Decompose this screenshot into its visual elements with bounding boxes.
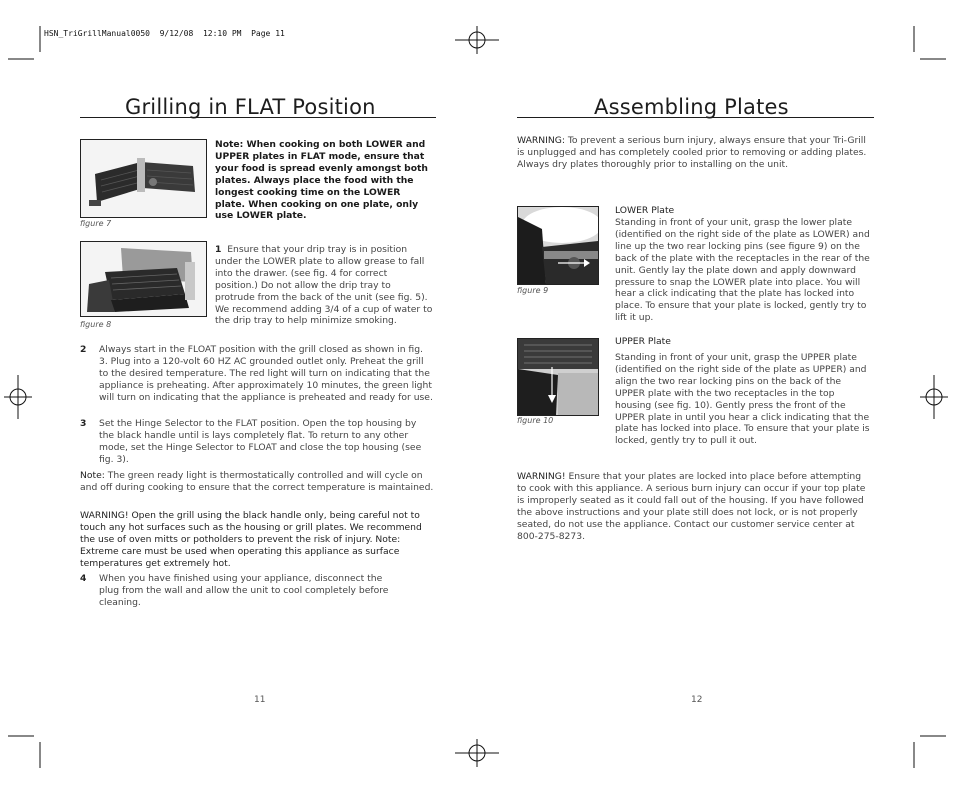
step-1: [215, 244, 433, 327]
figure-9-caption: figure 9: [517, 286, 549, 295]
figure-8-caption: figure 8: [80, 320, 112, 329]
page-title: Assembling Plates: [594, 95, 789, 119]
note-label: Note:: [80, 470, 105, 481]
figure-7-caption: figure 7: [80, 219, 112, 228]
page-number: 11: [254, 695, 266, 705]
page-title: Grilling in FLAT Position: [125, 95, 376, 119]
step-2-number: 2: [80, 344, 87, 355]
figure-10-caption: figure 10: [517, 416, 554, 425]
warning-text: Ensure that your plates are locked into place before attempting to cook with this appliance. A serious burn injury can occur if your top plate is improperly seated as it could fall out of the housing. If you have followed the above instructions and your plate still does not lock, or is not properly seated, do not use the appliance. Contact our customer service center at 800-275-8273.: [517, 471, 866, 542]
flat-mode-note: Note: When cooking on both LOWER and UPPER plates in FLAT mode, ensure that your food is spread evenly amongst both plates. Always place the food with the longest cooking time on the LOWER plate. When cooking on one plate, only use LOWER plate.: [215, 139, 428, 222]
print-slug: HSN_TriGrillManual0050 9/12/08 12:10 PM Page 11: [44, 29, 285, 38]
warning-label: WARNING!: [517, 471, 566, 482]
upper-plate-text: Standing in front of your unit, grasp the UPPER plate (identified on the right side of the plate as UPPER) and align the two rear locking pins on the back of the UPPER plate with the two receptacles in the top housing (see fig. 10). Gently press the front of the UPPER plate in until you hear a click indicating that the plate has locked into place. To ensure that your plate is locked, gently try to pull it out.: [615, 352, 870, 447]
warning-text: To prevent a serious burn injury, always ensure that your Tri-Grill is unplugged and has completely cooled prior to removing or adding plates. Always dry plates thoroughly prior to installing on the unit.: [517, 135, 867, 170]
warning-label: WARNING:: [517, 135, 565, 146]
locking-warning: [517, 471, 871, 542]
step-4-number: 4: [80, 573, 87, 584]
figure-8-image: [80, 241, 207, 317]
figure-10-image: [517, 338, 599, 416]
step-1-text: Ensure that your drip tray is in position under the LOWER plate to allow grease to fall into the drawer. (see fig. 4 for correct position.) Do not allow the drip tray to protrude from the back of the unit (see fig. 5). We recommend adding 3/4 of a cup of water to the drip tray to help minimize smoking.: [215, 244, 433, 327]
title-rule: [517, 117, 874, 118]
step-4-text: When you have finished using your appliance, disconnect the plug from the wall and allow the unit to cool completely before cleaning.: [99, 573, 389, 608]
warning-text: Open the grill using the black handle only, being careful not to touch any hot surfaces such as the housing or grill plates. We recommend the use of oven mitts or potholders to prevent the risk of injury. Note: Extreme care must be used when operating this appliance as surface temperatures get extremely hot.: [80, 510, 422, 569]
page-number: 12: [691, 695, 703, 705]
figure-7-image: [80, 139, 207, 218]
lower-plate-heading: LOWER Plate: [615, 205, 675, 216]
step-3-number: 3: [80, 418, 87, 429]
step-1-number: 1: [215, 244, 222, 255]
step-2-text: Always start in the FLOAT position with the grill closed as shown in fig. 3. Plug into a 120-volt 60 HZ AC grounded outlet only. Preheat the grill to the desired temperature. The red light will turn on indicating that the appliance is preheating. After approximately 10 minutes, the green light will turn on indicating that the appliance is preheated and ready for use.: [99, 344, 433, 403]
warning-label: WARNING!: [80, 510, 129, 521]
title-rule: [80, 117, 436, 118]
lower-plate-text: Standing in front of your unit, grasp the lower plate (identified on the right side of the plate as LOWER) and line up the two rear locking pins (see figure 9) on the back of the plate with the receptacles in the rear of the unit. Gently lay the plate down and apply downward pressure to snap the LOWER plate into place. You will hear a click indicating that the plate has locked into place. To ensure that your plate is locked, gently try to lift it up.: [615, 217, 870, 324]
step-3-text: Set the Hinge Selector to the FLAT position. Open the top housing by the black handle until is lays completely flat. To return to any other mode, set the Hinge Selector to FLOAT and close the top housing (see fig. 3).: [99, 418, 422, 465]
ready-light-note: [80, 470, 434, 494]
note-text: The green ready light is thermostatically controlled and will cycle on and off during cooking to ensure that the correct temperature is maintained.: [80, 470, 434, 493]
handle-warning: [80, 510, 434, 570]
unplug-warning: [517, 135, 869, 171]
upper-plate-heading: UPPER Plate: [615, 336, 671, 347]
figure-9-image: [517, 206, 599, 285]
